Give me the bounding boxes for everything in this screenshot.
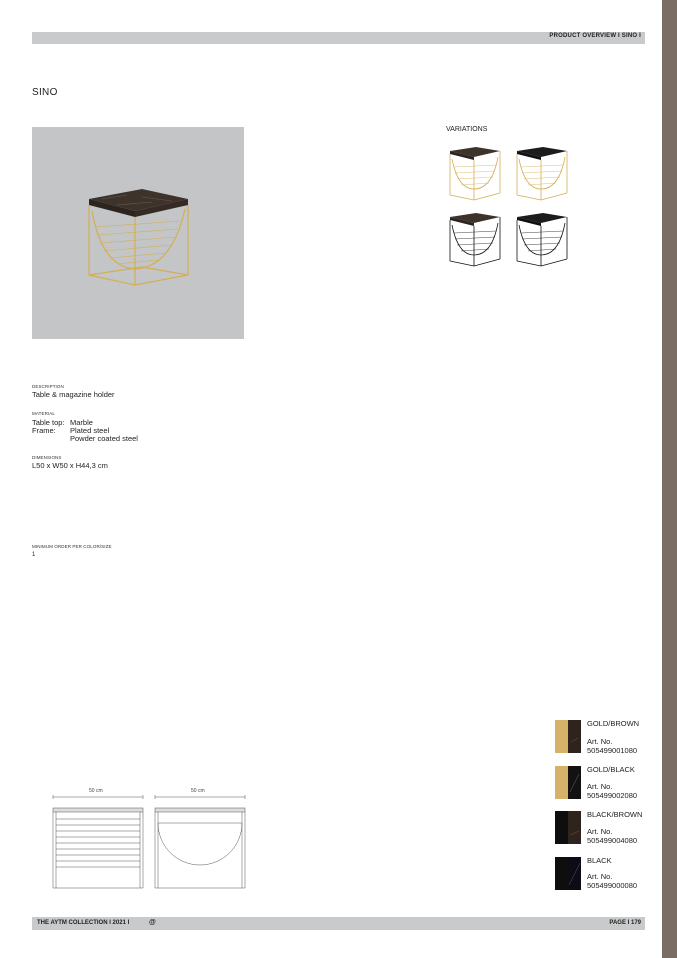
swatch-art-label-gold-black: Art. No. bbox=[587, 782, 613, 791]
frame-label: Frame: bbox=[32, 426, 56, 435]
variation-black-image bbox=[513, 211, 571, 269]
drawing-width-label-front: 50 cm bbox=[89, 788, 103, 794]
footer-bar bbox=[32, 917, 645, 930]
footer-collection-text: THE AYTM COLLECTION I 2021 I bbox=[37, 920, 130, 926]
footer-page-number: PAGE I 179 bbox=[609, 920, 641, 926]
header-breadcrumb: PRODUCT OVERVIEW I SINO I bbox=[549, 33, 641, 39]
frame-value-powder: Powder coated steel bbox=[70, 434, 138, 443]
swatch-gold-black bbox=[555, 766, 581, 799]
description-value: Table & magazine holder bbox=[32, 390, 115, 399]
swatch-black bbox=[555, 857, 581, 890]
swatch-art-no-gold-black: 505499002080 bbox=[587, 791, 638, 800]
side-color-strip bbox=[662, 0, 677, 958]
swatch-art-label-black-brown: Art. No. bbox=[587, 827, 613, 836]
variation-gold-brown-image bbox=[446, 145, 504, 203]
drawing-width-label-side: 50 cm bbox=[191, 788, 205, 794]
frame-value-plated: Plated steel bbox=[70, 426, 110, 435]
technical-drawing bbox=[50, 795, 250, 900]
description-label: DESCRIPTION bbox=[32, 384, 64, 389]
table-top-label: Table top: bbox=[32, 418, 65, 427]
dimensions-label: DIMENSIONS bbox=[32, 455, 62, 460]
swatch-name-black-brown: BLACK/BROWN bbox=[587, 810, 643, 819]
swatch-art-no-black: 505499000080 bbox=[587, 881, 638, 890]
product-illustration bbox=[32, 127, 244, 339]
table-top-value: Marble bbox=[70, 418, 93, 427]
variation-black-brown-image bbox=[446, 211, 504, 269]
swatch-name-black: BLACK bbox=[587, 856, 612, 865]
material-label: MATERIAL bbox=[32, 411, 55, 416]
variations-label: VARIATIONS bbox=[446, 126, 488, 133]
page-title: SINO bbox=[32, 87, 58, 98]
minimum-order-label: MINIMUM ORDER PER COLOR/SIZE bbox=[32, 544, 112, 549]
dimensions-value: L50 x W50 x H44,3 cm bbox=[32, 461, 108, 470]
minimum-order-value: 1 bbox=[32, 552, 36, 558]
swatch-gold-brown bbox=[555, 720, 581, 753]
product-image bbox=[32, 127, 244, 339]
swatch-art-no-black-brown: 505499004080 bbox=[587, 836, 638, 845]
swatch-art-no-gold-brown: 505499001080 bbox=[587, 746, 638, 755]
swatch-art-label-gold-brown: Art. No. bbox=[587, 737, 613, 746]
swatch-name-gold-brown: GOLD/BROWN bbox=[587, 719, 640, 728]
swatch-black-brown bbox=[555, 811, 581, 844]
swatch-name-gold-black: GOLD/BLACK bbox=[587, 765, 635, 774]
swatch-art-label-black: Art. No. bbox=[587, 872, 613, 881]
variation-gold-black-image bbox=[513, 145, 571, 203]
header-bar bbox=[32, 32, 645, 44]
at-sign-icon: @ bbox=[149, 919, 156, 926]
